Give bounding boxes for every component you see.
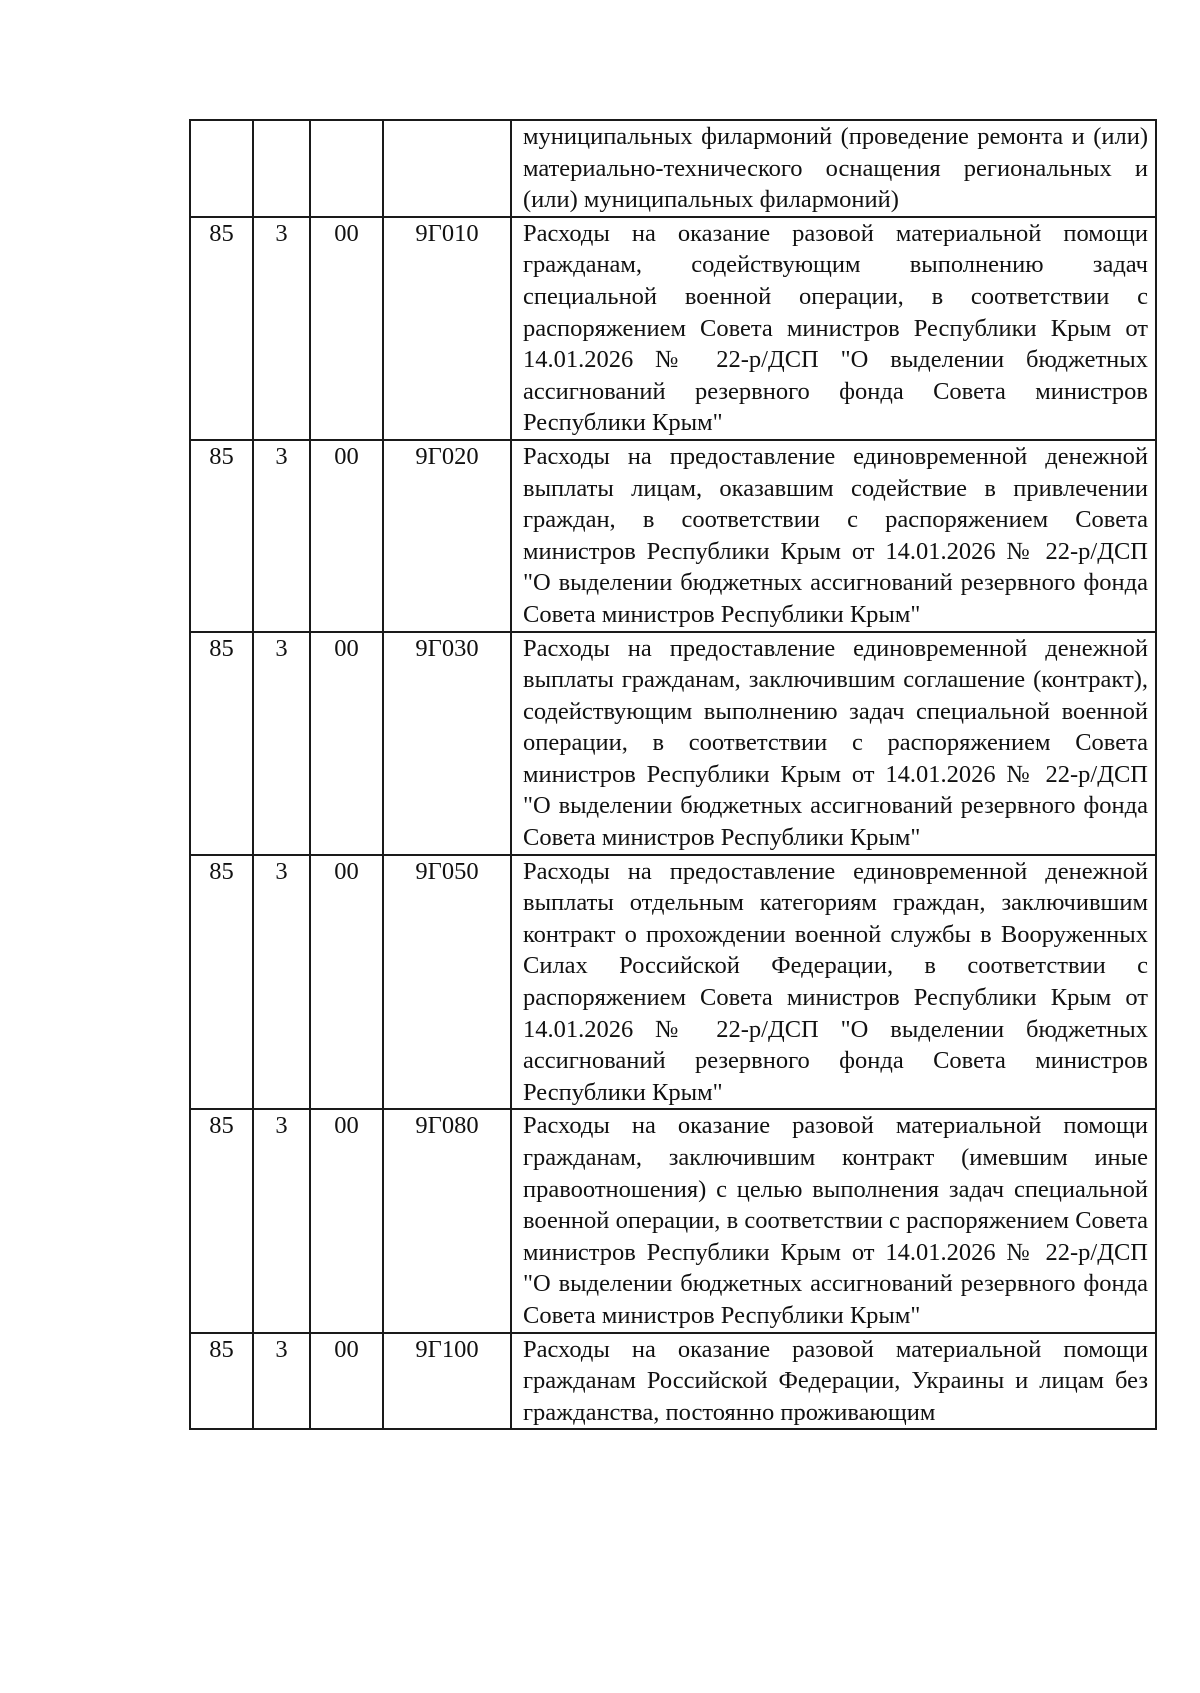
code-cell-1 — [190, 120, 253, 217]
code-cell-2 — [253, 120, 310, 217]
description-cell: Расходы на оказание разовой материальной помощи гражданам, содействующим выполнению задач специальной военной операции, в соответствии с распоряжением Совета министров Республики Крым от 14.01.2026 № 22-р/ДСП "О выделении бюджетных ассигнований резервного фонда Совета министров Республики Крым" — [511, 217, 1156, 440]
code-cell-4 — [383, 120, 511, 217]
description-cell: Расходы на предоставление единовременной денежной выплаты лицам, оказавшим содействие в привлечении граждан, в соответствии с распоряжением Совета министров Республики Крым от 14.01.2026 № 22-р/ДСП "О выделении бюджетных ассигнований резервного фонда Совета министров Республики Крым" — [511, 440, 1156, 632]
table-row — [190, 1333, 1156, 1430]
description-cell: Расходы на предоставление единовременной денежной выплаты отдельным категориям граждан, заключившим контракт о прохождении военной службы в Вооруженных Силах Российской Федерации, в соответствии с распоряжением Совета министров Республики Крым от 14.01.2026 № 22-р/ДСП "О выделении бюджетных ассигнований резервного фонда Совета министров Республики Крым" — [511, 855, 1156, 1110]
code-cell-4: 9Г030 — [383, 632, 511, 855]
code-cell-3: 00 — [310, 217, 383, 440]
description-cell: Расходы на предоставление единовременной денежной выплаты гражданам, заключившим соглашение (контракт), содействующим выполнению задач специальной военной операции, в соответствии с распоряжением Совета министров Республики Крым от 14.01.2026 № 22-р/ДСП "О выделении бюджетных ассигнований резервного фонда Совета министров Республики Крым" — [511, 632, 1156, 855]
code-cell-1: 85 — [190, 632, 253, 855]
code-cell-3: 00 — [310, 1109, 383, 1332]
code-cell-2: 3 — [253, 632, 310, 855]
budget-classification-table — [189, 119, 1157, 1430]
description-cell: Расходы на оказание разовой материальной помощи гражданам Российской Федерации, Украины и лицам без гражданства, постоянно проживающим — [511, 1333, 1156, 1430]
table-row — [190, 217, 1156, 440]
table-row — [190, 440, 1156, 632]
code-cell-4: 9Г050 — [383, 855, 511, 1110]
code-cell-3: 00 — [310, 440, 383, 632]
description-cell: Расходы на оказание разовой материальной помощи гражданам, заключившим контракт (имевшим иные правоотношения) с целью выполнения задач специальной военной операции, в соответствии с распоряжением Совета министров Республики Крым от 14.01.2026 № 22-р/ДСП "О выделении бюджетных ассигнований резервного фонда Совета министров Республики Крым" — [511, 1109, 1156, 1332]
code-cell-1: 85 — [190, 217, 253, 440]
code-cell-3: 00 — [310, 1333, 383, 1430]
code-cell-1: 85 — [190, 440, 253, 632]
code-cell-4: 9Г020 — [383, 440, 511, 632]
code-cell-2: 3 — [253, 855, 310, 1110]
table-row — [190, 632, 1156, 855]
code-cell-2: 3 — [253, 1333, 310, 1430]
code-cell-3: 00 — [310, 855, 383, 1110]
code-cell-3: 00 — [310, 632, 383, 855]
code-cell-4: 9Г010 — [383, 217, 511, 440]
code-cell-4: 9Г100 — [383, 1333, 511, 1430]
code-cell-4: 9Г080 — [383, 1109, 511, 1332]
code-cell-2: 3 — [253, 217, 310, 440]
description-cell: муниципальных филармоний (проведение ремонта и (или) материально-технического оснащения региональных и (или) муниципальных филармоний) — [511, 120, 1156, 217]
table-row — [190, 1109, 1156, 1332]
code-cell-2: 3 — [253, 440, 310, 632]
code-cell-2: 3 — [253, 1109, 310, 1332]
code-cell-1: 85 — [190, 1333, 253, 1430]
table-row — [190, 855, 1156, 1110]
code-cell-1: 85 — [190, 855, 253, 1110]
table-row — [190, 120, 1156, 217]
code-cell-3 — [310, 120, 383, 217]
code-cell-1: 85 — [190, 1109, 253, 1332]
